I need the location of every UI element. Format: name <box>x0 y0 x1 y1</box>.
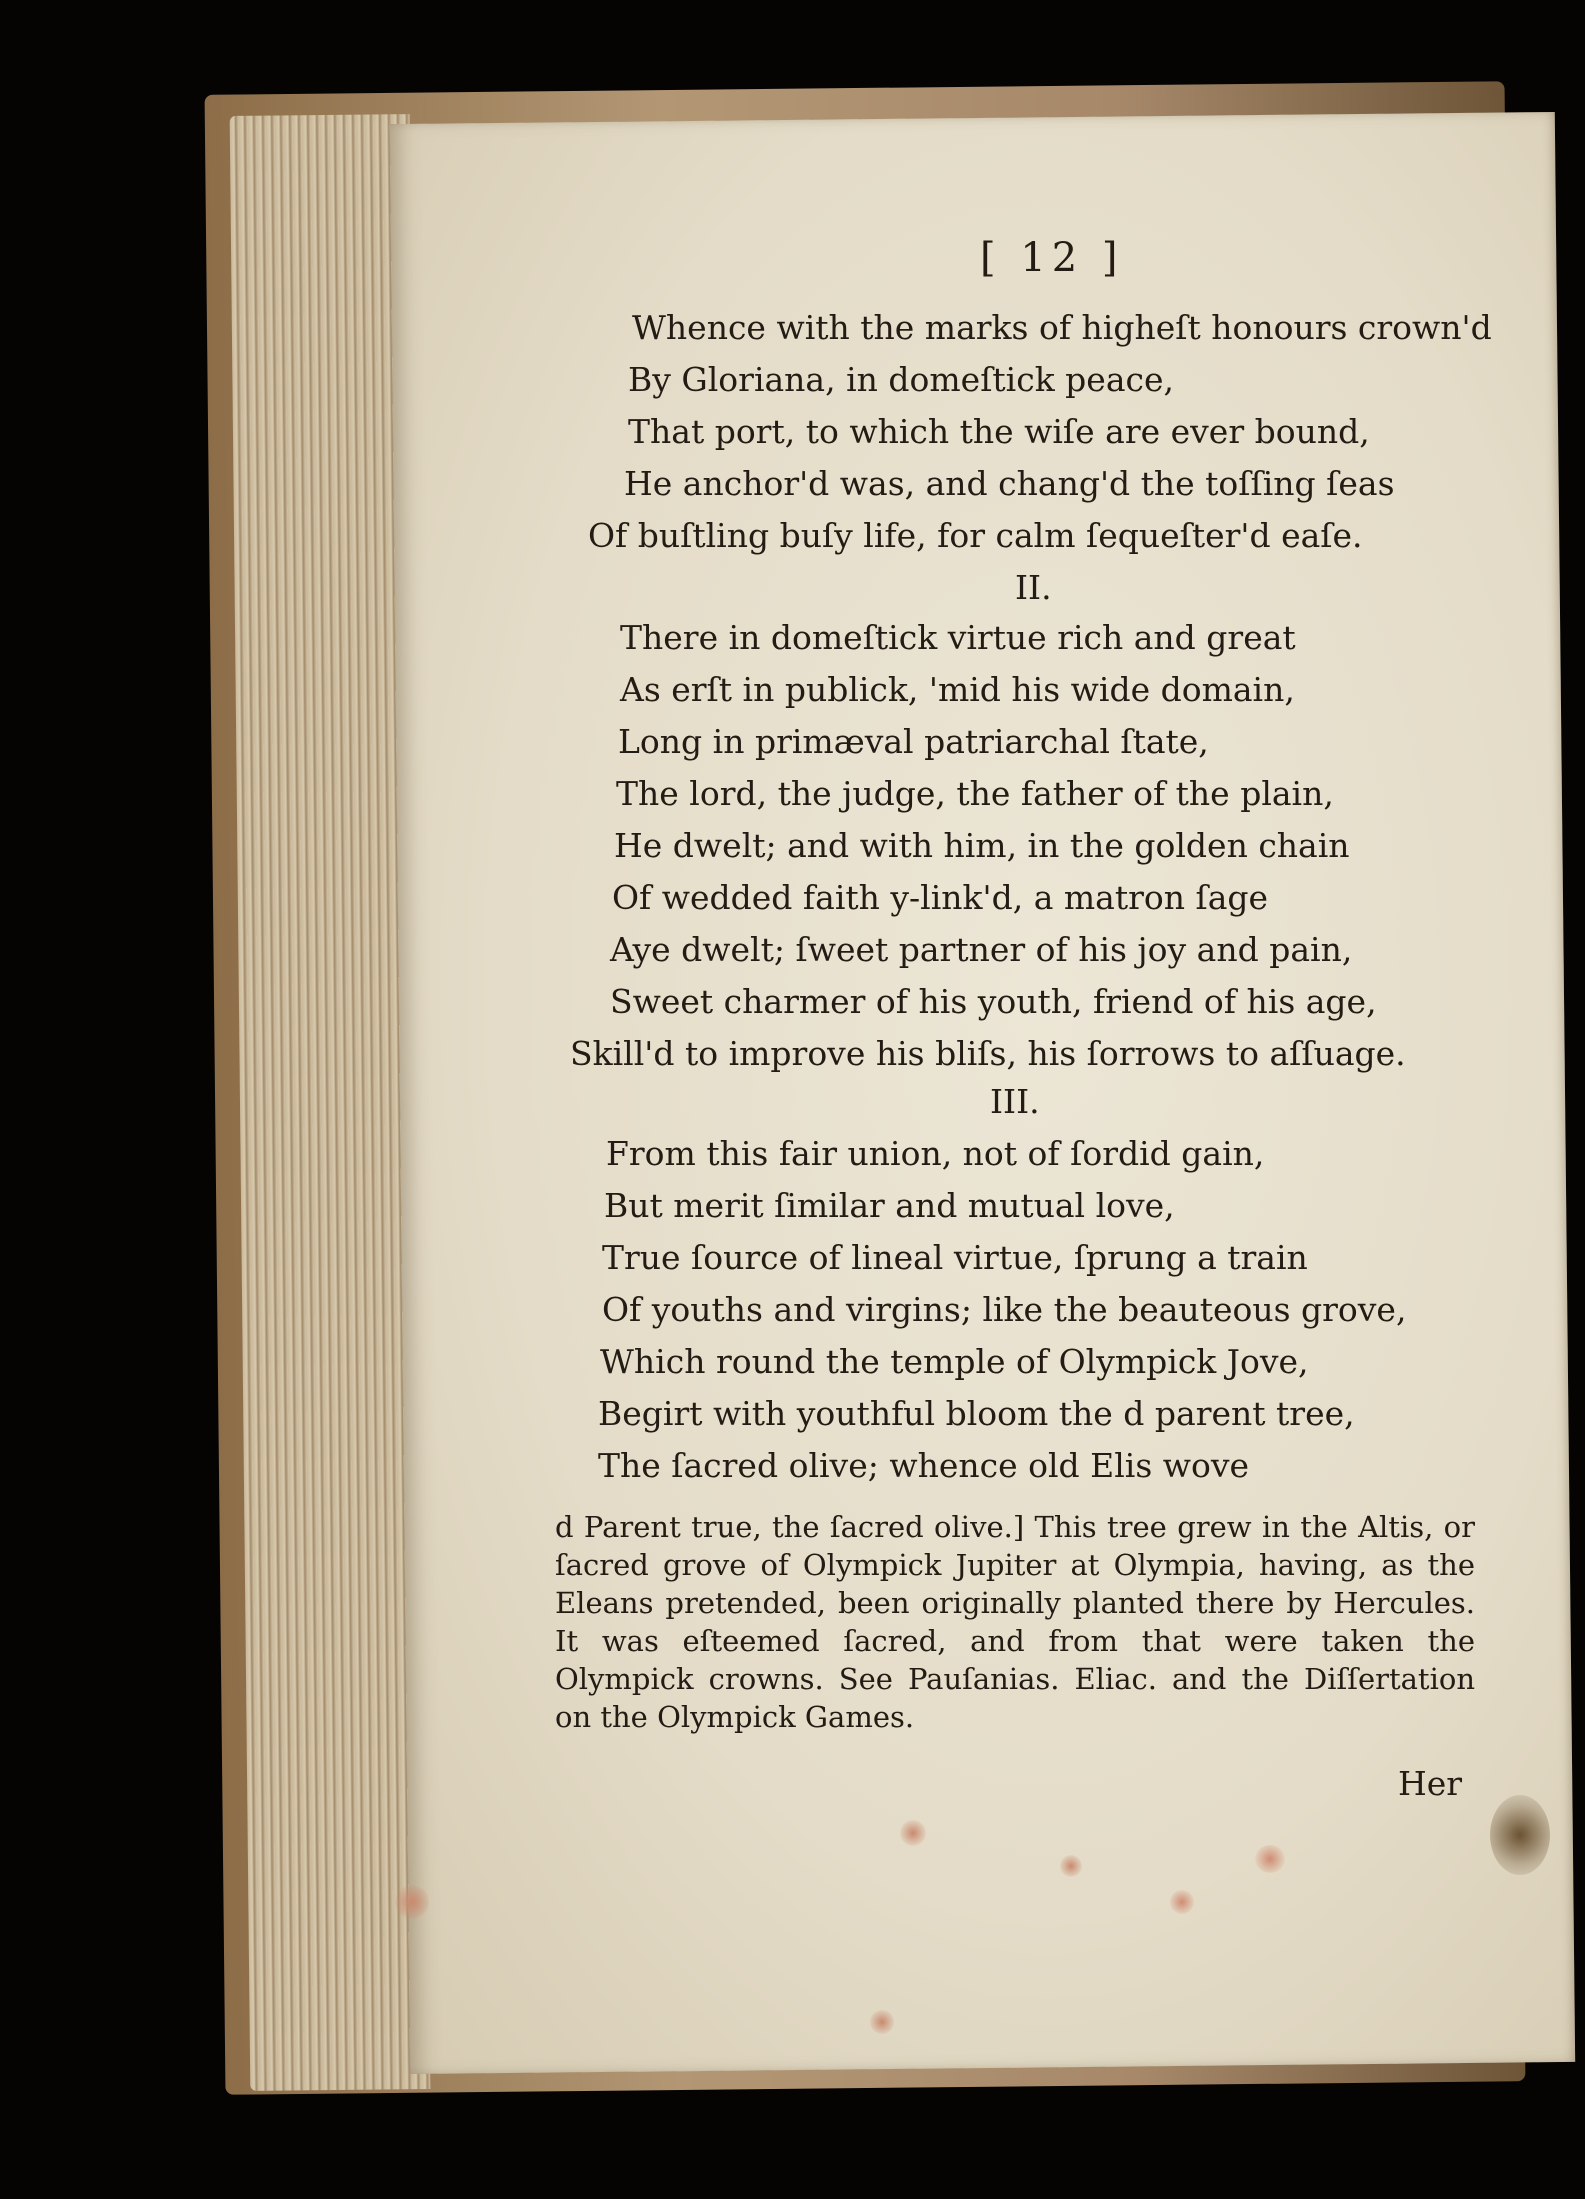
verse-line: As erſt in publick, 'mid his wide domain, <box>620 670 1295 709</box>
stanza-number: III. <box>990 1082 1040 1121</box>
verse-line: Whence with the marks of higheſt honours crown'd <box>632 308 1492 347</box>
verse-line: That port, to which the wiſe are ever bound, <box>628 412 1370 451</box>
foxing-stain <box>1060 1855 1082 1877</box>
verse-line: The ſacred olive; whence old Elis wove <box>598 1446 1250 1485</box>
verse-line: By Gloriana, in domeſtick peace, <box>628 360 1175 399</box>
foxing-stain <box>870 2010 894 2034</box>
foxing-stain <box>395 1885 429 1919</box>
verse-line: Of wedded faith y-link'd, a matron ſage <box>612 878 1269 917</box>
verse-line: There in domeſtick virtue rich and great <box>620 618 1296 657</box>
stanza-number: II. <box>1015 568 1052 607</box>
verse-line: Long in primæval patriarchal ſtate, <box>618 722 1209 761</box>
foxing-stain <box>1255 1845 1285 1873</box>
footnote: d Parent true, the ſacred olive.] This tree grew in the Altis, or ſacred grove of Olympick Jupiter at Olympia, having, as the Eleans pretended, been originally planted there by Hercules. It was eſteemed ſacred, and from that were taken the Olympick crowns. See Pauſanias. Eliac. and the Diſſertation on the Olympick Games. <box>555 1510 1475 1734</box>
foxing-stain <box>900 1820 926 1846</box>
verse-line: But merit ſimilar and mutual love, <box>604 1186 1175 1225</box>
verse-line: From this fair union, not of ſordid gain, <box>606 1134 1265 1173</box>
foxing-stain <box>1490 1795 1550 1875</box>
verse-line: The lord, the judge, the father of the plain, <box>616 774 1334 813</box>
verse-line: Aye dwelt; ſweet partner of his joy and pain, <box>610 930 1353 969</box>
foxing-stain <box>1170 1890 1194 1914</box>
verse-line: Of buſtling buſy life, for calm ſequeſter'd eaſe. <box>588 516 1363 555</box>
verse-line: Begirt with youthful bloom the d parent tree, <box>598 1394 1355 1433</box>
page-number: [ 12 ] <box>980 235 1124 281</box>
verse-line: He dwelt; and with him, in the golden chain <box>614 826 1350 865</box>
verse-line: He anchor'd was, and chang'd the toſſing ſeas <box>624 464 1395 503</box>
verse-line: Of youths and virgins; like the beauteous grove, <box>602 1290 1407 1329</box>
verse-line: Sweet charmer of his youth, friend of his age, <box>610 982 1377 1021</box>
verse-line: Skill'd to improve his bliſs, his ſorrows to aſſuage. <box>570 1034 1406 1073</box>
verse-line: True ſource of lineal virtue, ſprung a train <box>602 1238 1308 1277</box>
catchword: Her <box>1398 1764 1463 1803</box>
verse-line: Which round the temple of Olympick Jove, <box>600 1342 1309 1381</box>
